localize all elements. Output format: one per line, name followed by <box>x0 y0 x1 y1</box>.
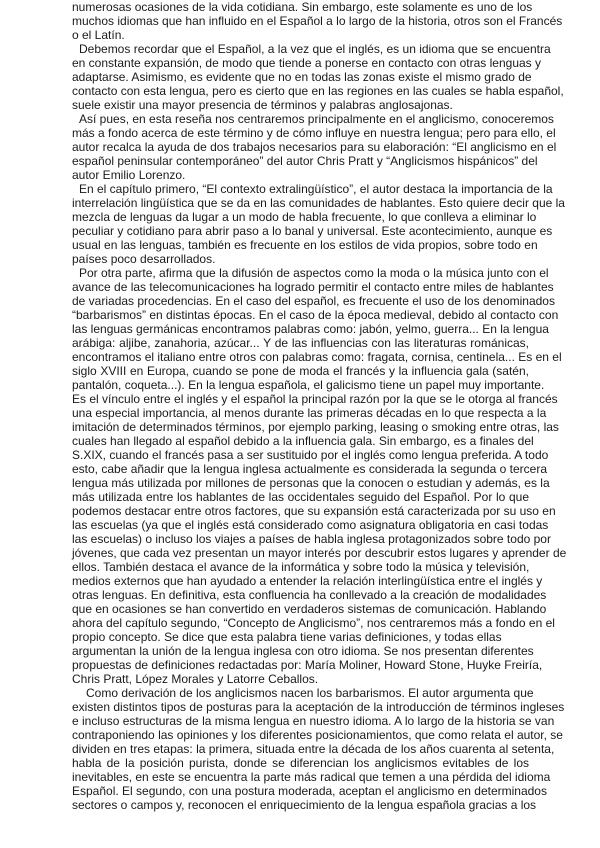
text-line: países poco desarrollados. <box>72 252 216 266</box>
text-line: habla de la posición purista, donde se diferencian los anglicismos evitables de los <box>72 756 529 770</box>
text-line: peculiar y cotidiano para abrir paso a lo banal y universal. Este acontecimiento, aunque es <box>72 224 553 238</box>
text-line: propuestas de definiciones redactadas por: María Moliner, Howard Stone, Huyke Freiría, <box>72 658 543 672</box>
paragraph <box>72 0 563 42</box>
text-line: existen distintos tipos de posturas para la aceptación de la introducción de términos ingleses <box>72 700 565 714</box>
text-line: ellos. También destaca el avance de la informática y sobre todo la música y televisión, <box>72 560 530 574</box>
text-line: más a fondo acerca de este término y de cómo influye en nuestra lengua; pero para ello, el <box>72 126 556 140</box>
text-line: propio concepto. Se dice que esta palabra tiene varias definiciones, y todas ellas <box>72 630 502 644</box>
text-line: de variadas procedencias. En el caso del español, es frecuente el uso de los denominados <box>72 294 555 308</box>
paragraph <box>72 392 567 686</box>
text-line: cuales han llegado al español debido a la influencia gala. Sin embargo, es a finales del <box>72 434 534 448</box>
text-line: Como derivación de los anglicismos nacen los barbarismos. El autor argumenta que <box>86 686 534 700</box>
text-line: mezcla de lenguas da lugar a un modo de habla frecuente, lo que conlleva a eliminar lo <box>72 210 537 224</box>
text-line: S.XIX, cuando el francés pasa a ser sustituido por el inglés como lengua preferida. A todo <box>72 448 549 462</box>
text-line: En el capítulo primero, “El contexto extralingüístico”, el autor destaca la importancia de la <box>79 182 553 196</box>
text-line: autor Emilio Lorenzo. <box>72 168 186 182</box>
text-line: las lenguas germánicas encontramos palabras como: jabón, yelmo, guerra... En la lengua <box>72 322 549 336</box>
paragraph <box>72 266 562 392</box>
text-line: las escuelas) o incluso los viajes a países de habla inglesa protagonizados sobre todo por <box>72 532 551 546</box>
text-line: autor recalca la ayuda de dos trabajos necesarios para su elaboración: “El anglicismo en el <box>72 140 557 154</box>
text-line: más utilizada entre los hablantes de las occidentales seguido del Español. Por lo que <box>72 490 529 504</box>
text-line: interrelación lingüística que se da en las comunidades de hablantes. Esto quiere decir que la <box>72 196 565 210</box>
text-line: dividen en tres etapas: la primera, situada entre la década de los años cuarenta al setenta, <box>72 742 555 756</box>
text-line: pantalón, coqueta...). En la lengua española, el galicismo tiene un papel muy importante. <box>72 378 545 392</box>
text-line: numerosas ocasiones de la vida cotidiana. Sin embargo, este solamente es uno de los <box>72 0 533 14</box>
text-line: suele existir una mayor presencia de términos y palabras anglosajonas. <box>72 98 453 112</box>
paragraph <box>72 686 565 812</box>
text-line: sectores o campos y, reconocen el enriquecimiento de la lengua española gracias a los <box>72 798 537 812</box>
document-page <box>72 0 567 812</box>
text-line: otras lenguas. En definitiva, esta confluencia ha conllevado a la creación de modalidades <box>72 588 547 602</box>
paragraph <box>72 112 557 182</box>
text-line: siglo XVIII en Europa, cuando se pone de moda el francés y la influencia gala (satén, <box>72 364 529 378</box>
text-line: imitación de determinados términos, por ejemplo parking, leasing o smoking entre otras, las <box>72 420 559 434</box>
text-line: arábiga: aljibe, zanahoria, azúcar... Y de las influencias con las literaturas románicas, <box>72 336 529 350</box>
text-line: adaptarse. Asimismo, es evidente que no en todas las zonas existe el mismo grado de <box>72 70 532 84</box>
text-line: jóvenes, que cada vez presentan un mayor interés por descubrir estos lugares y aprender de <box>72 546 567 560</box>
paragraph <box>72 42 564 112</box>
text-line: muchos idiomas que han influido en el Español a lo largo de la historia, otros son el Francés <box>72 14 563 28</box>
text-line: esto, cabe añadir que la lengua inglesa actualmente es considerada la segunda o tercera <box>72 462 547 476</box>
text-line: o el Latín. <box>72 28 125 42</box>
text-line: medios externos que han ayudado a entender la relación interlingüística entre el inglés y <box>72 574 543 588</box>
text-line: “barbarismos” en distintas épocas. En el caso de la época medieval, debido al contacto con <box>72 308 559 322</box>
text-line: que en ocasiones se han convertido en verdaderos sistemas de comunicación. Hablando <box>72 602 547 616</box>
text-line: una especial importancia, al menos durante las primeras décadas en lo que respecta a la <box>72 406 547 420</box>
text-line: podemos destacar entre otros factores, que su expansión está caracterizada por su uso en <box>72 504 556 518</box>
text-line: argumentan la unión de la lengua inglesa con otro idioma. Se nos presentan diferentes <box>72 644 534 658</box>
text-line: en constante expansión, de modo que tiende a ponerse en contacto con otras lenguas y <box>72 56 541 70</box>
text-line: avance de las telecomunicaciones ha logrado permitir el contacto entre miles de hablantes <box>72 280 554 294</box>
text-line: inevitables, en este se encuentra la parte más radical que temen a una pérdida del idioma <box>72 770 551 784</box>
text-line: lengua más utilizada por millones de personas que la conocen o estudian y además, es la <box>72 476 550 490</box>
text-line: Chris Pratt, López Morales y Latorre Ceballos. <box>72 672 319 686</box>
text-line: e incluso estructuras de la misma lengua en nuestro idioma. A lo largo de la historia se van <box>72 714 555 728</box>
text-line: contraponiendo las opiniones y los diferentes posicionamientos, que como relata el autor, se <box>72 728 563 742</box>
text-line: Español. El segundo, con una postura moderada, aceptan el anglicismo en determinados <box>72 784 547 798</box>
text-line: Por otra parte, afirma que la difusión de aspectos como la moda o la música junto con el <box>79 266 549 280</box>
text-line: Es el vínculo entre el inglés y el español la principal razón por la que se le otorga al francés <box>72 392 558 406</box>
text-line: encontramos el italiano entre otros con palabras como: fragata, cornisa, centinela... Es en el <box>72 350 562 364</box>
text-line: usual en las lenguas, también es frecuente en los estilos de vida propios, sobre todo en <box>72 238 538 252</box>
text-line: español peninsular contemporáneo” del autor Chris Pratt y “Anglicismos hispánicos” del <box>72 154 538 168</box>
text-line: Debemos recordar que el Español, a la vez que el inglés, es un idioma que se encuentra <box>79 42 551 56</box>
text-line: contacto con esta lengua, pero es cierto que en las regiones en las cuales se habla español, <box>72 84 564 98</box>
text-line: ahora del capítulo segundo, “Concepto de Anglicismo”, nos centraremos más a fondo en el <box>72 616 555 630</box>
text-line: las escuelas (ya que el inglés está considerado como asignatura obligatoria en casi todas <box>72 518 549 532</box>
text-line: Así pues, en esta reseña nos centraremos principalmente en el anglicismo, conoceremos <box>79 112 554 126</box>
paragraph <box>72 182 565 266</box>
